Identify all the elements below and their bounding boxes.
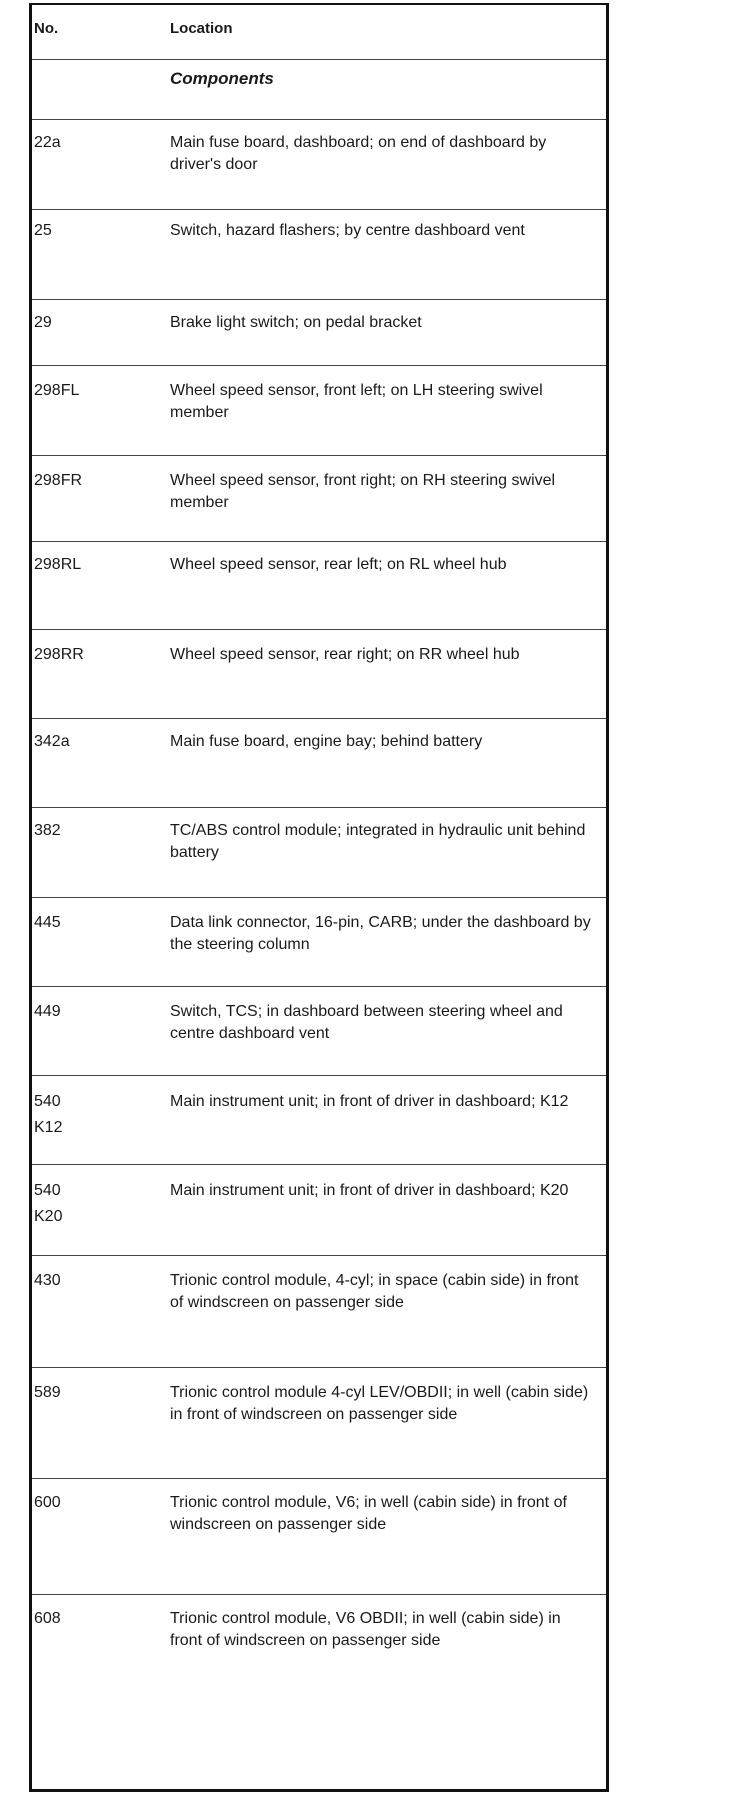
table-row [32, 1256, 606, 1368]
component-location-table [29, 3, 609, 1792]
section-title: Components [170, 69, 274, 88]
component-number: 449 [34, 1003, 61, 1020]
table-row [32, 1076, 606, 1165]
section-heading-row [32, 60, 606, 120]
component-location: TC/ABS control module; integrated in hydraulic unit behind battery [170, 822, 586, 861]
component-number [34, 1091, 62, 1139]
component-location: Wheel speed sensor, front left; on LH steering swivel member [170, 382, 543, 421]
component-number: 22a [34, 134, 61, 151]
component-location: Main instrument unit; in front of driver in dashboard; K12 [170, 1093, 569, 1110]
component-number: 298FL [34, 382, 80, 399]
table-row [32, 898, 606, 987]
component-location: Wheel speed sensor, rear left; on RL wheel hub [170, 556, 507, 573]
component-number-main: 540 [34, 1182, 61, 1199]
component-location: Trionic control module, V6 OBDII; in well (cabin side) in front of windscreen on passenger side [170, 1610, 561, 1649]
component-number-variant: K20 [34, 1208, 63, 1225]
table-row [32, 456, 606, 542]
component-location: Wheel speed sensor, rear right; on RR wheel hub [170, 646, 520, 663]
component-location: Data link connector, 16-pin, CARB; under the dashboard by the steering column [170, 914, 591, 953]
component-location: Brake light switch; on pedal bracket [170, 314, 422, 331]
table-row [32, 1595, 606, 1792]
component-number-variant: K12 [34, 1119, 63, 1136]
component-number-main: 540 [34, 1093, 61, 1110]
component-number: 298RR [34, 646, 84, 663]
table-row [32, 366, 606, 456]
component-number: 298FR [34, 472, 83, 489]
component-number: 342a [34, 733, 70, 750]
component-location: Trionic control module, V6; in well (cabin side) in front of windscreen on passenger side [170, 1494, 567, 1533]
table-header-row [32, 5, 606, 60]
component-number: 600 [34, 1494, 61, 1511]
component-location: Trionic control module 4-cyl LEV/OBDII; in well (cabin side) in front of windscreen on passenger side [170, 1384, 589, 1423]
column-header-no: No. [34, 20, 59, 37]
component-number: 608 [34, 1610, 61, 1627]
component-number: 430 [34, 1272, 61, 1289]
component-location: Trionic control module, 4-cyl; in space (cabin side) in front of windscreen on passenger side [170, 1272, 579, 1311]
component-number: 29 [34, 314, 52, 331]
component-number: 298RL [34, 556, 82, 573]
table-row [32, 210, 606, 300]
table-row [32, 987, 606, 1076]
component-location: Switch, TCS; in dashboard between steering wheel and centre dashboard vent [170, 1003, 563, 1042]
table-row [32, 808, 606, 898]
component-number: 589 [34, 1384, 61, 1401]
component-location: Switch, hazard flashers; by centre dashboard vent [170, 222, 525, 239]
component-location: Wheel speed sensor, front right; on RH steering swivel member [170, 472, 556, 511]
table-row [32, 1165, 606, 1256]
table-row [32, 719, 606, 808]
component-location: Main instrument unit; in front of driver in dashboard; K20 [170, 1182, 569, 1199]
table-row [32, 542, 606, 630]
table-row [32, 120, 606, 210]
column-header-location: Location [170, 20, 233, 37]
table-row [32, 300, 606, 366]
table-row [32, 630, 606, 719]
component-location: Main fuse board, engine bay; behind battery [170, 733, 483, 750]
table-row [32, 1368, 606, 1479]
component-number: 25 [34, 222, 52, 239]
component-location: Main fuse board, dashboard; on end of dashboard by driver's door [170, 134, 547, 173]
component-number: 382 [34, 822, 61, 839]
table-row [32, 1479, 606, 1595]
component-number: 445 [34, 914, 61, 931]
component-number [34, 1180, 62, 1228]
